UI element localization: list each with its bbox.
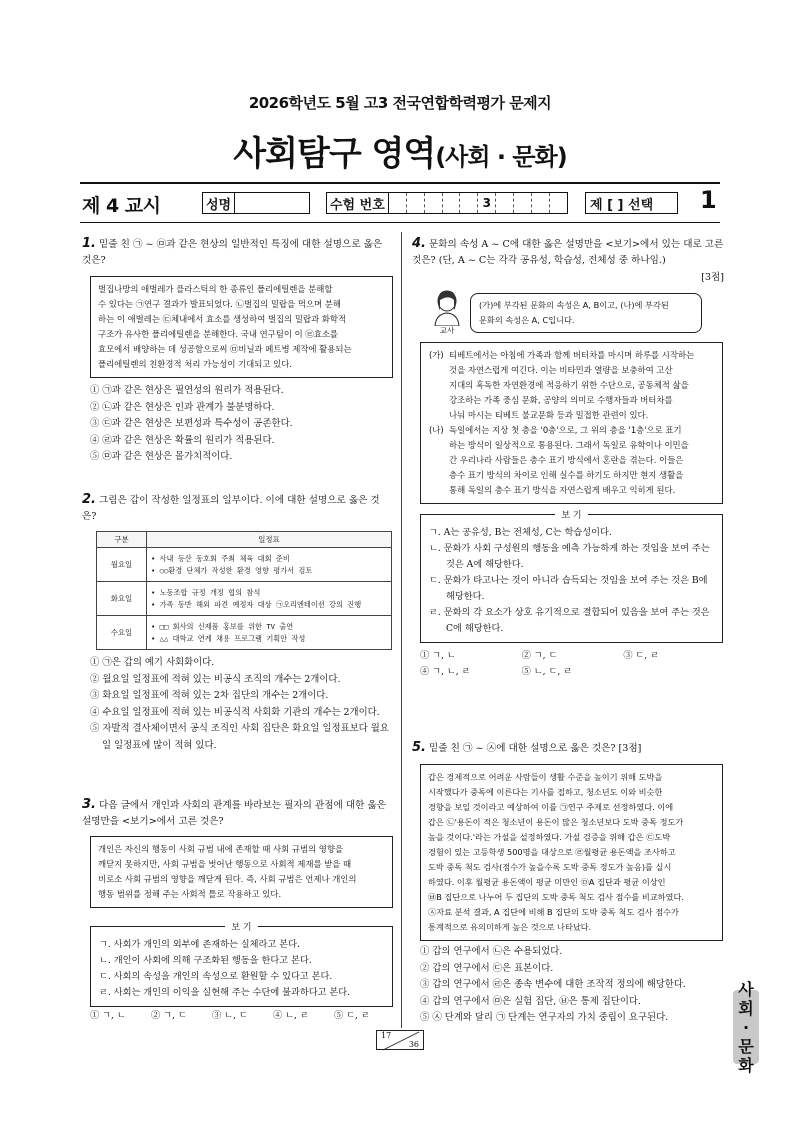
subject-side-tab: 사 회 · 문 화 [733, 990, 759, 1064]
option-2[interactable]: ② 월요일 일정표에 적혀 있는 비공식 조직의 개수는 2개이다. [90, 673, 341, 685]
question-2-options [90, 655, 395, 754]
option-4[interactable]: ④ 수요일 일정표에 적혀 있는 비공식적 사회화 기관의 개수는 2개이다. [90, 706, 380, 718]
question-3-options [90, 1008, 395, 1024]
bogi-item: ㄷ. 사회의 속성을 개인의 속성으로 환원할 수 있다고 본다. [99, 971, 333, 982]
exam-number-field[interactable] [326, 192, 568, 214]
bogi-item: ㄹ. 사회는 개인의 이익을 실현해 주는 수단에 불과하다고 본다. [99, 987, 351, 998]
option-3[interactable]: ③ 갑의 연구에서 ㉣은 종속 변수에 대한 조작적 정의에 해당한다. [420, 979, 686, 990]
teacher-label: 교사 [439, 326, 455, 335]
option-1[interactable]: ① 갑의 연구에서 ㉡은 수용되었다. [420, 946, 563, 957]
exam-digit-cell[interactable] [442, 193, 460, 213]
bogi-item: ㄴ. 개인이 사회에 의해 구조화된 행동을 한다고 본다. [99, 955, 312, 966]
option-2[interactable]: ② ㉡과 같은 현상은 인과 관계가 불분명하다. [90, 401, 275, 413]
name-field[interactable] [202, 192, 310, 214]
question-1-options [90, 383, 395, 466]
page-number: 1 [700, 186, 717, 214]
teacher-icon [430, 288, 464, 335]
table-header-cell: 일정표 [147, 532, 392, 548]
exam-digit-cell[interactable] [549, 193, 567, 213]
question-4-bogi [420, 511, 723, 643]
question-5-passage: 갑은 경제적으로 어려운 사람들이 생활 수준을 높이기 위해 도박을 시작했다가 중독에 이른다는 기사를 접하고, 청소년도 이와 비슷한 경향을 보일 것이라고 예상하여 이를 ㉠연구 주제로 선정하였다. 이에 갑은 ㉡'용돈이 적은 청소년이 용돈이 많은 청소년보다 도박 중독 정도가 높을 것이다.'라는 가설을 설정하였다. 가설 검증을 위해 갑은 ㉢도박 경험이 있는 고등학생 500명을 대상으로 ㉣월평균 용돈액을 조사하고 도박 중독 척도 검사(점수가 높을수록 도박 중독 정도가 높음)를 실시 하였다. 이후 월평균 용돈액이 평균 미만인 ㉤A 집단과 평균 이상인 ㉥B 집단으로 나누어 두 집단의 도박 중독 척도 검사 점수를 비교하였다. ㉦자료 분석 결과, A 집단에 비해 B 집단의 도박 중독 척도 검사 점수가 통계적으로 유의미하게 높은 것으로 나타났다. [420, 764, 723, 941]
question-number: 5. [412, 740, 426, 755]
exam-digit-cell[interactable] [495, 193, 513, 213]
question-2-stem: 2. 그림은 갑이 작성한 일정표의 일부이다. 이에 대한 설명으로 옳은 것은? [82, 492, 380, 522]
bogi-item: ㄱ. 사회가 개인의 외부에 존재하는 실체라고 본다. [99, 939, 300, 950]
option-2[interactable]: ② ㄱ, ㄷ [151, 1010, 187, 1021]
option-3[interactable]: ③ ㉢과 같은 현상은 보편성과 특수성이 공존한다. [90, 418, 293, 429]
option-4[interactable]: ④ 갑의 연구에서 ㉤은 실험 집단, ㉥은 통제 집단이다. [420, 995, 641, 1007]
exam-digit-cell[interactable] [459, 193, 477, 213]
question-number: 1. [82, 236, 96, 251]
option-5[interactable]: ⑤ ㄷ, ㄹ [334, 1010, 370, 1021]
header-rule-bottom [80, 222, 720, 223]
exam-subtitle: 2026학년도 5월 고3 전국연합학력평가 문제지 [248, 94, 552, 112]
question-number: 4. [412, 236, 426, 251]
exam-title [0, 126, 800, 175]
question-4-passage: (가) 티베트에서는 아침에 가족과 함께 버터차를 마시며 하루를 시작하는 것을 자연스럽게 여긴다. 이는 비타민과 열량을 보충하여 고산 지대의 혹독한 자연환경에 적응하기 위한 수단으로, 공동체적 삶을 강조하는 가족 중심 문화, 공양의 의미로 수행자들과 버터차를 나눠 마시는 티베트 불교문화 등과 밀접한 관련이 있다. (나) 독일에서는 지상 첫 층을 '0층'으로, 그 위의 층을 '1층'으로 표기 하는 방식이 일상적으로 통용된다. 그래서 독일로 유학이나 이민을 간 우리나라 사람들은 층수 표기 방식에서 혼란을 겪는다. 이들은 층수 표기 방식의 차이로 인해 실수를 하기도 하지만 현지 생활을 통해 독일의 층수 표기 방식을 자연스럽게 배우고 익히게 된다. [420, 342, 723, 504]
speech-bubble: (가)에 부각된 문화의 속성은 A, B이고, (나)에 부각된 문화의 속성은 A, C입니다. [470, 293, 702, 333]
exam-title-paren: (사회 · 문화) [435, 143, 567, 171]
exam-digit-cell[interactable]: 3 [477, 193, 495, 213]
question-3-passage: 개인은 자신의 행동이 사회 규범 내에 존재할 때 사회 규범의 영향을 깨닫지 못하지만, 사회 규범을 벗어난 행동으로 사회적 제재를 받을 때 비로소 사회 규범의 영향을 깨닫게 된다. 즉, 사회 규범은 언제나 개인의 행동 범위를 정해 주는 사회적 틀로 작용하고 있다. [90, 836, 393, 908]
question-number: 2. [82, 492, 96, 507]
table-header-cell: 구분 [97, 532, 147, 548]
option-1[interactable]: ① ㉠과 같은 현상은 필연성의 원리가 적용된다. [90, 385, 284, 396]
exam-number-label: 수험 번호 [327, 193, 389, 213]
bogi-title: 보 기 [555, 511, 587, 521]
option-3[interactable]: ③ ㄴ, ㄷ [212, 1010, 248, 1021]
name-label: 성명 [203, 193, 235, 213]
current-page: 17 [381, 1031, 392, 1040]
bogi-item: ㄱ. A는 공유성, B는 전체성, C는 학습성이다. [429, 527, 612, 538]
selection-label: 제 [ ] 선택 [590, 197, 654, 213]
schedule-table [96, 531, 392, 650]
header-rule-top [80, 182, 720, 184]
option-2[interactable]: ② 갑의 연구에서 ㉢은 표본이다. [420, 962, 554, 974]
session-label: 제 4 교시 [82, 195, 161, 217]
selection-field[interactable] [585, 192, 678, 214]
option-3[interactable]: ③ ㄷ, ㄹ [623, 650, 660, 661]
exam-digit-cell[interactable] [513, 193, 531, 213]
option-5[interactable]: ⑤ 자발적 결사체이면서 공식 조직인 사회 집단은 화요일 일정표보다 월요일 일정표에 많이 적혀 있다. [90, 723, 389, 751]
exam-digit-cell[interactable] [406, 193, 424, 213]
question-3-bogi [90, 923, 393, 1007]
option-5[interactable]: ⑤ ㄴ, ㄷ, ㄹ [521, 666, 573, 677]
bogi-item: ㄷ. 문화가 타고나는 것이 아니라 습득되는 것임을 보여 주는 것은 B에 해당한다. [429, 575, 708, 602]
option-5[interactable]: ⑤ ㉦ 단계와 달리 ㉠ 단계는 연구자의 가치 중립이 요구된다. [420, 1012, 669, 1023]
option-4[interactable]: ④ ㄴ, ㄹ [273, 1010, 309, 1021]
option-1[interactable]: ① ㄱ, ㄴ [420, 650, 456, 661]
question-5-options [420, 944, 730, 1027]
page-counter [376, 1030, 424, 1050]
question-3-stem: 3. 다음 글에서 개인과 사회의 관계를 바라보는 필자의 관점에 대한 옳은 설명만을 <보기>에서 고른 것은? [82, 797, 386, 827]
exam-digit-cell[interactable] [531, 193, 549, 213]
question-4-points: [3점] [701, 272, 724, 283]
option-1[interactable]: ① ㉠은 갑의 예기 사회화이다. [90, 657, 215, 668]
exam-digit-cell[interactable] [389, 193, 406, 213]
option-3[interactable]: ③ 화요일 일정표에 적혀 있는 2차 집단의 개수는 2개이다. [90, 690, 329, 701]
question-1-stem: 1. 밑줄 친 ㉠ ~ ㉤과 같은 현상의 일반적인 특징에 대한 설명으로 옳은 것은? [82, 236, 383, 266]
option-2[interactable]: ② ㄱ, ㄷ [521, 650, 558, 661]
question-4-options [420, 648, 725, 680]
total-pages: 36 [408, 1040, 419, 1049]
table-row: 수요일 • □□ 회사의 신제품 홍보를 위한 TV 출연 • △△ 대학교 연계 채용 프로그램 기획안 작성 [97, 616, 392, 650]
option-1[interactable]: ① ㄱ, ㄴ [90, 1010, 126, 1021]
table-row: 화요일 • 노동조합 규정 개정 협의 참석 • 가족 동반 해외 파견 예정자 대상 ㉠오리엔테이션 강의 진행 [97, 582, 392, 616]
option-4[interactable]: ④ ㉣과 같은 현상은 확률의 원리가 적용된다. [90, 434, 275, 446]
question-1-passage: 벌집나방의 애벌레가 플라스틱의 한 종류인 폴리에틸렌을 분해할 수 있다는 ㉠연구 결과가 발표되었다. ㉡벌집의 밀랍을 먹으며 분해 하는 이 애벌레는 ㉢체내에서 효소를 생성하여 벌집의 밀랍과 화학적 구조가 유사한 폴리에틸렌을 분해한다. 국내 연구팀이 이 ㉣효소를 효모에서 배양하는 데 성공함으로써 ㉤비닐과 페트병 제작에 활용되는 폴리에틸렌의 친환경적 처리 가능성이 기대되고 있다. [90, 276, 393, 378]
column-divider [401, 232, 402, 1028]
option-4[interactable]: ④ ㄱ, ㄴ, ㄹ [420, 666, 471, 677]
exam-digit-cell[interactable] [424, 193, 442, 213]
question-number: 3. [82, 797, 96, 812]
question-5-stem: 5. 밑줄 친 ㉠ ~ ㉦에 대한 설명으로 옳은 것은? [3점] [412, 740, 642, 755]
question-4-stem: 4. 문화의 속성 A ~ C에 대한 옳은 설명만을 <보기>에서 있는 대로 고른 것은? (단, A ~ C는 각각 공유성, 학습성, 전체성 중 하나임.) [412, 236, 724, 266]
bogi-item: ㄴ. 문화가 사회 구성원의 행동을 예측 가능하게 하는 것임을 보여 주는 것은 A에 해당한다. [429, 543, 710, 570]
table-row: 월요일 • 사내 등산 동호회 주최 체육 대회 준비 • ○○환경 단체가 작성한 환경 영향 평가서 검토 [97, 548, 392, 582]
bogi-item: ㄹ. 문화의 각 요소가 상호 유기적으로 결합되어 있음을 보여 주는 것은 C에 해당한다. [429, 607, 710, 634]
exam-title-main: 사회탐구 영역 [233, 134, 436, 174]
option-5[interactable]: ⑤ ㉤과 같은 현상은 몰가치적이다. [90, 451, 233, 462]
bogi-title: 보 기 [225, 923, 257, 933]
